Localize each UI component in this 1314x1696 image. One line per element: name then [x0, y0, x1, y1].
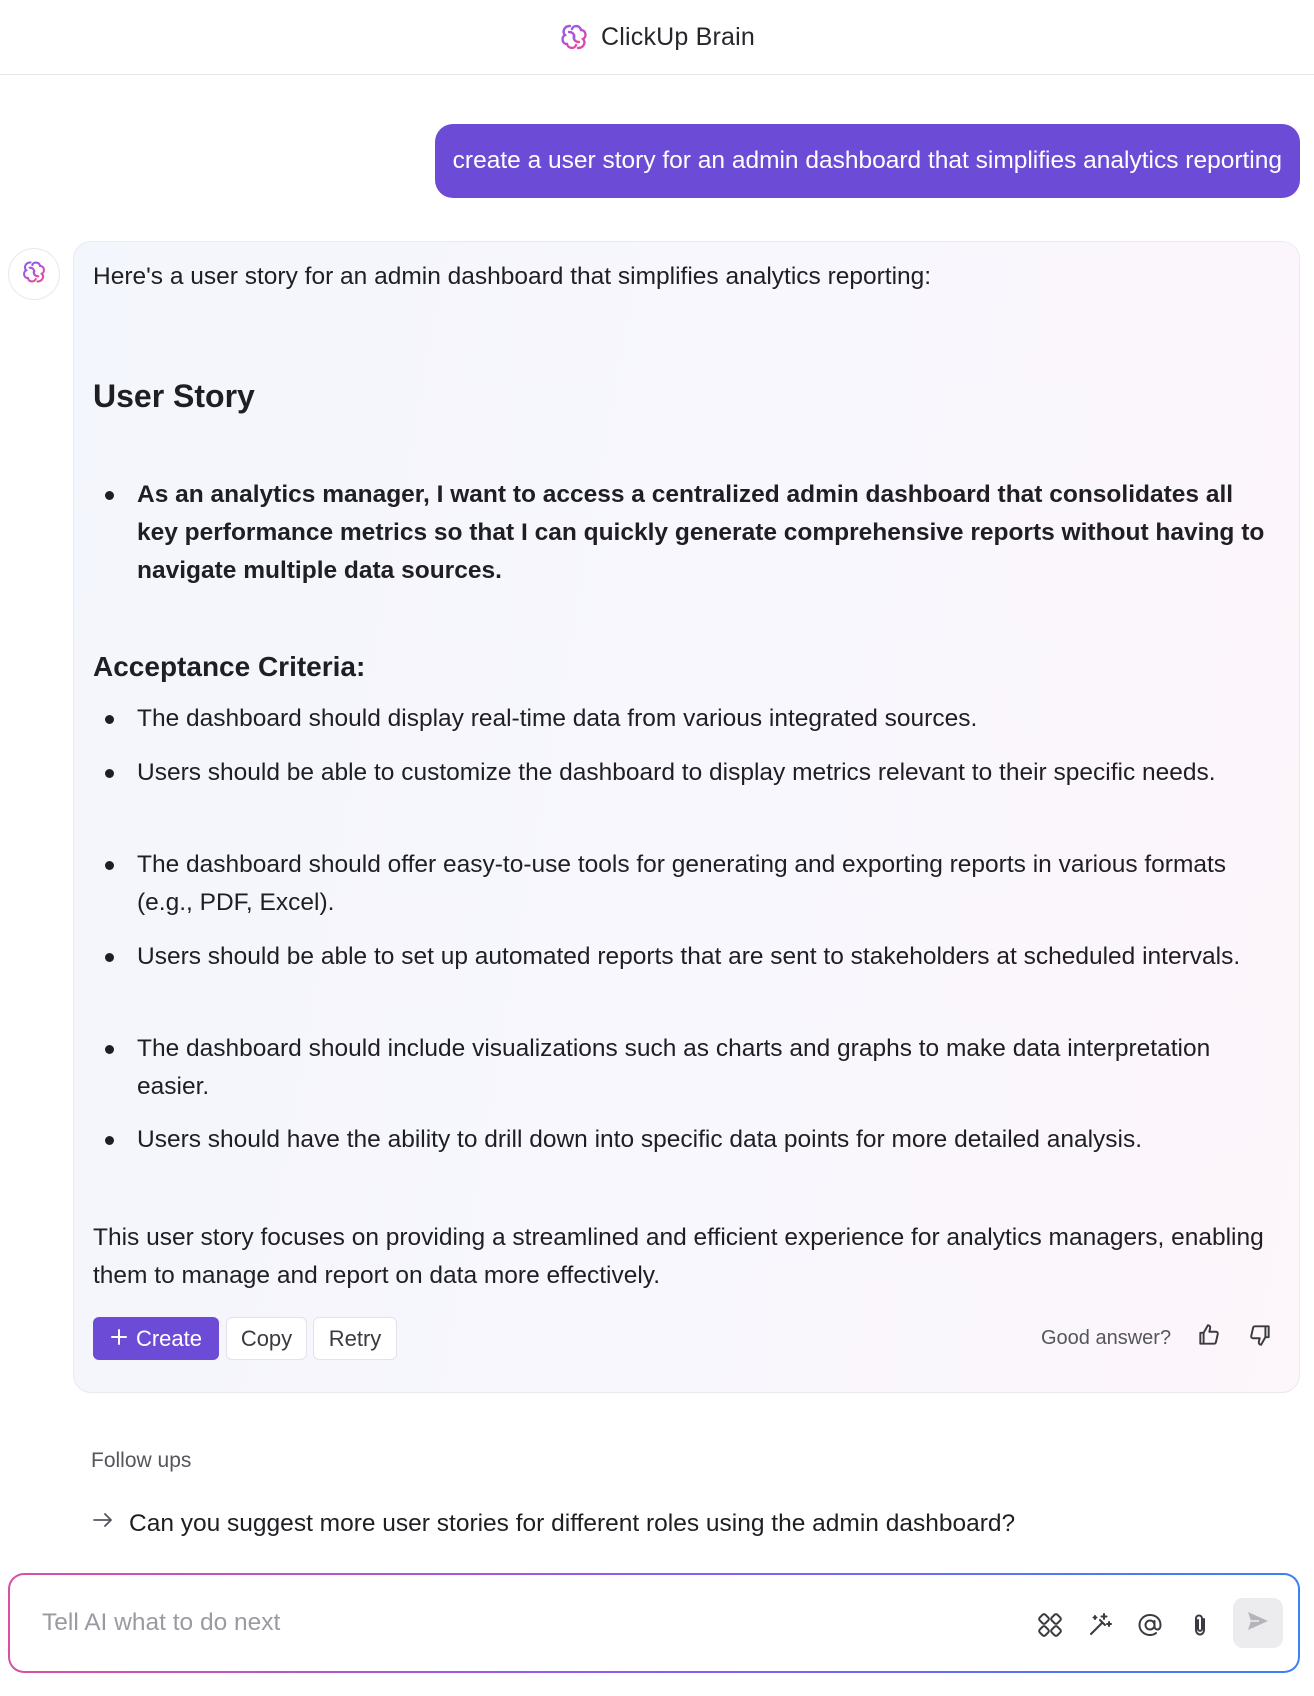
response-intro: Here's a user story for an admin dashboard that simplifies analytics reporting: — [93, 263, 932, 290]
ai-input-box — [10, 1575, 1298, 1671]
app-title: ClickUp Brain — [600, 22, 756, 51]
send-button[interactable] — [1233, 1598, 1283, 1648]
thumbs-up-icon — [1196, 1322, 1222, 1353]
ai-prompt-input[interactable] — [42, 1603, 902, 1643]
mention-icon[interactable] — [1134, 1609, 1166, 1641]
criteria-item: Users should be able to customize the dashboard to display metrics relevant to their specific needs. — [93, 754, 1273, 792]
criteria-item: Users should be able to set up automated reports that are sent to stakeholders at scheduled intervals. — [93, 938, 1273, 976]
followup-text: Can you suggest more user stories for different roles using the admin dashboard? — [129, 1509, 1016, 1537]
create-button-label: Create — [135, 1325, 203, 1351]
integration-icon[interactable] — [1034, 1609, 1066, 1641]
criteria-item: The dashboard should display real-time data from various integrated sources. — [93, 700, 1273, 738]
criteria-item: The dashboard should include visualizations such as charts and graphs to make data interpretation easier. — [93, 1030, 1273, 1106]
copy-button[interactable]: Copy — [226, 1317, 307, 1360]
clickup-brain-icon — [21, 259, 47, 290]
thumbs-down-button[interactable] — [1245, 1322, 1275, 1352]
followup-suggestion[interactable] — [91, 1508, 1015, 1539]
user-story-bullet: As an analytics manager, I want to access a centralized admin dashboard that consolidates all key performance metrics so that I can quickly generate comprehensive reports without having to navigate multiple data sources. — [93, 476, 1273, 590]
ai-avatar — [8, 248, 60, 300]
followups-label: Follow ups — [91, 1449, 192, 1472]
create-button[interactable] — [93, 1317, 219, 1360]
arrow-right-icon — [91, 1508, 115, 1539]
attachment-icon[interactable] — [1184, 1609, 1216, 1641]
feedback-prompt: Good answer? — [1041, 1327, 1172, 1349]
send-icon — [1245, 1608, 1271, 1639]
criteria-item: The dashboard should offer easy-to-use tools for generating and exporting reports in various formats (e.g., PDF, Excel). — [93, 846, 1273, 922]
ai-input-container — [8, 1573, 1300, 1673]
clickup-brain-icon — [559, 22, 589, 52]
user-story-heading: User Story — [93, 378, 255, 414]
acceptance-criteria-heading: Acceptance Criteria: — [93, 651, 366, 682]
chat-header — [0, 0, 1314, 75]
user-message-bubble: create a user story for an admin dashboard that simplifies analytics reporting — [435, 124, 1300, 198]
thumbs-down-icon — [1247, 1322, 1273, 1353]
criteria-item: Users should have the ability to drill down into specific data points for more detailed analysis. — [93, 1121, 1273, 1159]
response-summary: This user story focuses on providing a streamlined and efficient experience for analytics managers, enabling them to manage and report on data more effectively. — [93, 1224, 1264, 1289]
retry-button[interactable]: Retry — [313, 1317, 397, 1360]
thumbs-up-button[interactable] — [1194, 1322, 1224, 1352]
sparkle-wand-icon[interactable] — [1084, 1609, 1116, 1641]
plus-icon — [110, 1326, 128, 1352]
